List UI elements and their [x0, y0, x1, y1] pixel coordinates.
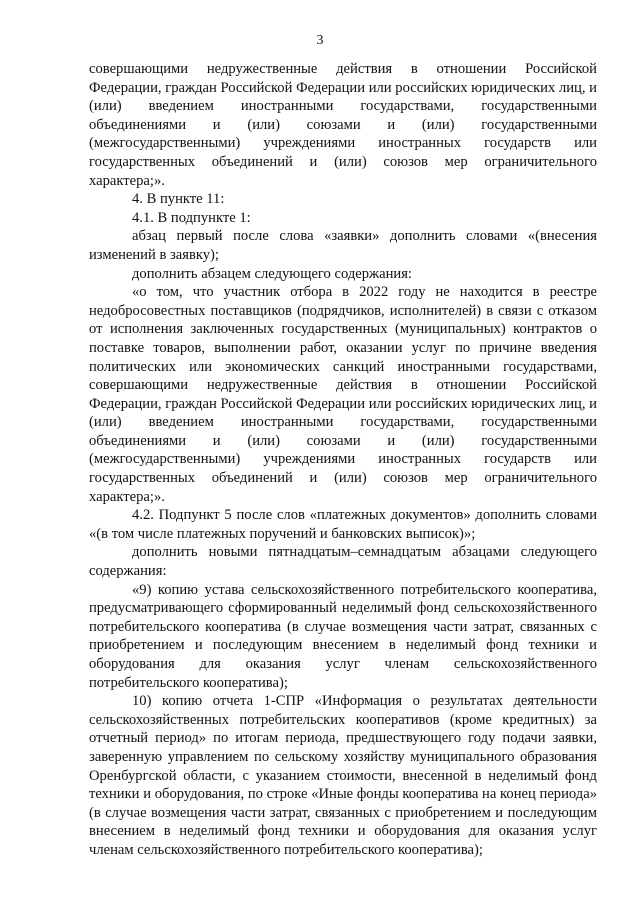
paragraph-item-4-2: 4.2. Подпункт 5 после слов «платежных документов» дополнить словами «(в том числе платежных поручений и банковских выписок)»; [89, 507, 597, 542]
paragraph-item-4: 4. В пункте 11: [132, 191, 225, 208]
paragraph-item-10: 10) копию отчета 1-СПР «Информация о результатах деятельности сельскохозяйственных потребительских кооперативов (кроме кредитных) за отчетный период» по итогам периода, предшествующего году подачи заявки, заверенную управлением по сельскому хозяйству муниципального образования Оренбургской области, с указанием стоимости, внесенной в неделимый фонд техники и оборудования, по строке «Иные фонды кооператива на конец периода» (в случае возмещения части затрат, связанных с приобретением и последующим внесением в неделимый фонд техники и оборудования для оказания услуг членам сельскохозяйственного потребительского кооператива); [89, 693, 597, 858]
paragraph-add-intro: дополнить абзацем следующего содержания: [132, 265, 412, 282]
page-number: 3 [316, 33, 324, 48]
paragraph-quoted-registry: «о том, что участник отбора в 2022 году не находится в реестре недобросовестных поставщиков (подрядчиков, исполнителей) в связи с отказом от исполнения заключенных государственных (муниципальных) контрактов о поставке товаров, выполнении работ, оказании услуг по причине введения политических или экономических санкций иностранными государствами, совершающими недружественные действия в отношении Российской Федерации, граждан Российской Федерации или российских юридических лиц, и (или) введением иностранными государствами, государственными объединениями и (или) союзами и (или) государственными (межгосударственными) учреждениями иностранных государств или государственных объединений и (или) союзов мер ограничительного характера;». [89, 284, 597, 505]
document-body [89, 60, 597, 860]
paragraph-add-new-intro: дополнить новыми пятнадцатым–семнадцатым абзацами следующего содержания: [89, 544, 597, 580]
paragraph-amend-first: абзац первый после слова «заявки» дополнить словами «(внесения изменений в заявку); [89, 228, 597, 263]
paragraph-continuation: совершающими недружественные действия в отношении Российской Федерации, граждан Российской Федерации или российских юридических лиц, и (или) введением иностранными государствами, государственными объединениями и (или) союзами и (или) государственными (межгосударственными) учреждениями иностранных государств или государственных объединений и (или) союзов мер ограничительного характера;». [89, 61, 597, 189]
paragraph-item-4-1: 4.1. В подпункте 1: [132, 209, 251, 226]
paragraph-item-9: «9) копию устава сельскохозяйственного потребительского кооператива, предусматривающего сформированный неделимый фонд сельскохозяйственного потребительского кооператива (в случае возмещения части затрат, связанных с приобретением и последующим внесением в неделимый фонд техники и оборудования для оказания услуг членам сельскохозяйственного потребительского кооператива); [89, 581, 597, 691]
